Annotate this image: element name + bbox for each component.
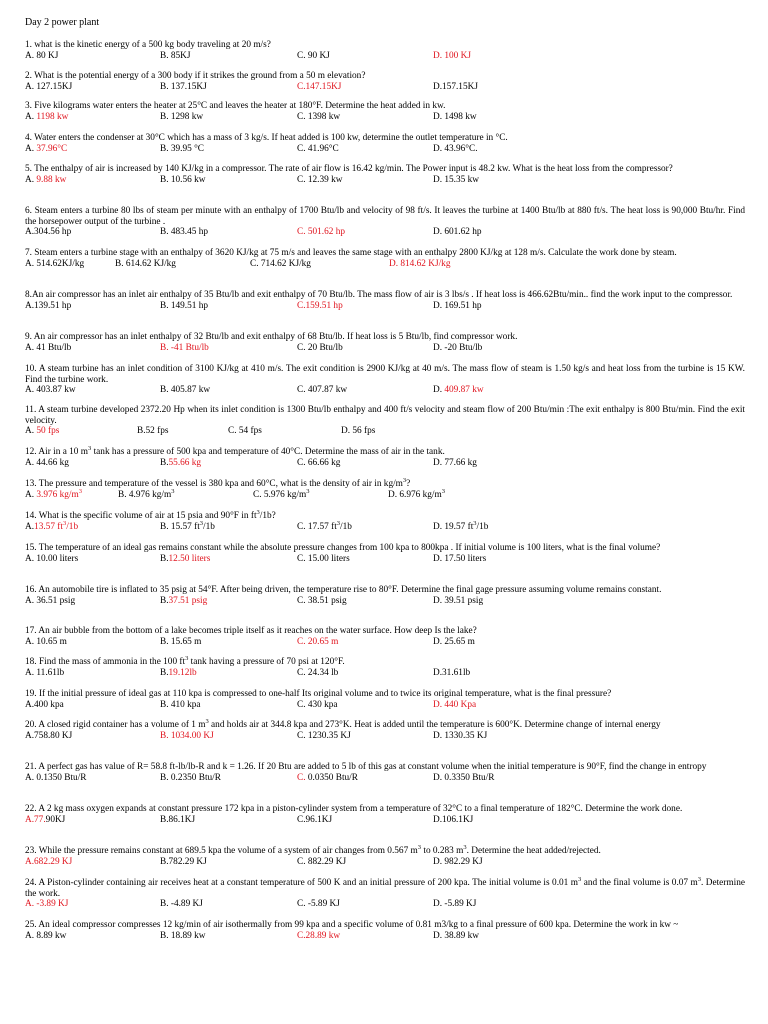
answer-options — [25, 51, 745, 62]
answer-option: B.52 fps — [137, 426, 169, 437]
question-item — [25, 654, 745, 678]
correct-answer-option: B.37.51 psig — [160, 595, 208, 606]
answer-options — [25, 426, 745, 437]
correct-answer-option: B.12.50 liters — [160, 553, 211, 564]
answer-option: D. 77.66 kg — [433, 457, 477, 468]
question-item — [25, 364, 745, 396]
question-stem: 19. If the initial pressure of ideal gas at 110 kpa is compressed to one-half Its original volume and to twice its original temperature, what is the final pressure? — [25, 689, 612, 699]
answer-option: D.31.61lb — [433, 667, 471, 678]
correct-answer-option: C. 20.65 m — [297, 636, 339, 647]
answer-options — [25, 519, 745, 533]
answer-options — [25, 385, 745, 396]
answer-option: D. 169.51 hp — [433, 300, 482, 311]
question-stem: 3. Five kilograms water enters the heater at 25°C and leaves the heater at 180°F. Determine the heat added in kw. — [25, 101, 446, 111]
answer-option: B. 4.976 $kg/m^3$ — [118, 487, 175, 500]
answer-options — [25, 259, 745, 270]
question-item — [25, 843, 745, 867]
correct-answer-highlight: 12.50 liters — [168, 553, 211, 564]
answer-option: B. 483.45 hp — [160, 227, 209, 238]
question-item — [25, 71, 745, 92]
correct-answer-highlight: 55.66 kg — [168, 457, 202, 468]
answer-option: A. 11.61lb — [25, 667, 65, 678]
answer-option: A. 36.51 psig — [25, 595, 76, 606]
question-item — [25, 444, 745, 468]
answer-option: C. 24.34 lb — [297, 667, 339, 678]
answer-option: D.157.15KJ — [433, 81, 478, 92]
correct-answer-highlight: A.77. — [25, 814, 46, 825]
answer-options — [25, 112, 745, 123]
question-stem: 10. A steam turbine has an inlet condition of 3100 KJ/kg at 410 m/s. The exit condition is 2900 KJ/kg at 40 m/s. The mass flow of steam is 1.50 kg/s and heat loss from the turbine is 15 KW. Find the turbine work. — [25, 364, 745, 385]
question-item — [25, 248, 745, 269]
answer-option: B. 15.65 m — [160, 636, 202, 647]
answer-option: C. 1398 kw — [297, 111, 341, 122]
answer-option: C. 15.00 liters — [297, 553, 350, 564]
answer-option: B.86.1KJ — [160, 814, 196, 825]
answer-option: B. 39.95 °C — [160, 143, 205, 154]
question-stem: 7. Steam enters a turbine stage with an enthalpy of 3620 KJ/kg at 75 m/s and leaves the same stage with an enthalpy 2800 KJ/kg at 128 m/s. Calculate the work done by steam. — [25, 248, 677, 258]
answer-option: B. 85KJ — [160, 50, 191, 61]
question-item — [25, 164, 745, 185]
answer-option: D. 17.50 liters — [433, 553, 487, 564]
question-stem: 16. An automobile tire is inflated to 35 psig at 54°F. After being driven, the temperature rise to 80°F. Determine the final gage pressure assuming volume remains constant. — [25, 585, 662, 595]
question-stem: 18. Find the mass of ammonia in the 100 $ft^3$ tank having a pressure of 70 psi at 120°F. — [25, 654, 345, 667]
question-stem: 5. The enthalpy of air is increased by 140 KJ/kg in a compressor. The rate of air flow is 16.42 kg/min. The Power input is 48.2 kw. What is the heat loss from the compressor? — [25, 164, 673, 174]
answer-option: C. 882.29 KJ — [297, 856, 347, 867]
answer-option: B. 18.89 kw — [160, 930, 206, 941]
answer-option: A. 8.89 kw — [25, 930, 67, 941]
answer-option: C. 407.87 kw — [297, 385, 348, 396]
correct-answer-option: A.13.57 $ft^3/1b$ — [25, 519, 79, 532]
question-stem: 8.An air compressor has an inlet air enthalpy of 35 Btu/lb and exit enthalpy of 70 Btu/lb. The mass flow of air is 3 lbs/s . If heat loss is 466.62Btu/min.. find the work input to the compressor. — [25, 290, 733, 300]
answer-option: B. 10.56 kw — [160, 174, 206, 185]
answer-option: B. 1298 kw — [160, 111, 204, 122]
answer-option: D. -5.89 KJ — [433, 899, 477, 910]
answer-option: A. 80 KJ — [25, 50, 59, 61]
correct-answer-highlight: 13.57 $ft^3/1b$ — [34, 519, 79, 532]
answer-option: A.758.80 KJ — [25, 730, 73, 741]
answer-options — [25, 773, 745, 784]
question-stem: 14. What is the specific volume of air at 15 psia and 90°F in $ft^3/1b$? — [25, 508, 276, 521]
correct-answer-option: A. 3.976 $kg/m^3$ — [25, 487, 82, 500]
question-item — [25, 206, 745, 238]
answer-option: D. 982.29 KJ — [433, 856, 483, 867]
answer-option: D. 25.65 m — [433, 636, 475, 647]
answer-options — [25, 458, 745, 469]
answer-options — [25, 815, 745, 826]
question-stem: 17. An air bubble from the bottom of a lake becomes triple itself as it reaches on the water surface. How deep Is the lake? — [25, 626, 477, 636]
correct-answer-option: D. 100 KJ — [433, 50, 471, 61]
answer-option: A. 127.15KJ — [25, 81, 73, 92]
answer-option: C. 41.96°C — [297, 143, 339, 154]
answer-option: C. 1230.35 KJ — [297, 730, 351, 741]
answer-option: B. -4.89 KJ — [160, 899, 203, 910]
answer-option: A. 0.1350 Btu/R — [25, 772, 87, 783]
answer-option: A. 403.87 kw — [25, 385, 76, 396]
question-stem: 22. A 2 kg mass oxygen expands at constant pressure 172 kpa in a piston-cylinder system from a temperature of 32°C to a final temperature of 182°C. Determine the work done. — [25, 804, 683, 814]
answer-options — [25, 731, 745, 742]
question-stem: 21. A perfect gas has value of R= 58.8 ft-lb/lb-R and k = 1.26. If 20 Btu are added to 5 lb of this gas at constant volume when the initial temperature is 90°F, find the change in entropy — [25, 762, 707, 772]
question-item — [25, 875, 745, 910]
answer-option: D. 601.62 hp — [433, 227, 482, 238]
correct-answer-highlight: 409.87 kw — [444, 385, 484, 396]
answer-option: C. 714.62 KJ/kg — [250, 258, 311, 269]
correct-answer-highlight: 1198 kw — [36, 111, 69, 122]
answer-option: B. 149.51 hp — [160, 300, 209, 311]
correct-answer-option: A.682.29 KJ — [25, 856, 73, 867]
answer-option: A. 10.65 m — [25, 636, 67, 647]
answer-option: D. 19.57 $ft^3/1b$ — [433, 519, 489, 532]
answer-option: C. 20 Btu/lb — [297, 342, 343, 353]
answer-option: A. 514.62KJ/kg — [25, 258, 85, 269]
answer-option: D. 1330.35 KJ — [433, 730, 488, 741]
correct-answer-option: C.28.89 kw — [297, 930, 341, 941]
correct-answer-option: C. 0.0350 Btu/R — [297, 772, 358, 783]
answer-options — [25, 487, 745, 501]
answer-option: D. 1498 kw — [433, 111, 477, 122]
answer-option: C. 430 kpa — [297, 699, 338, 710]
correct-answer-highlight: 50 fps — [36, 426, 60, 437]
question-item — [25, 920, 745, 941]
answer-options — [25, 668, 745, 679]
answer-option: B. 137.15KJ — [160, 81, 207, 92]
answer-option: D. 39.51 psig — [433, 595, 484, 606]
question-stem: 4. Water enters the condenser at 30°C which has a mass of 3 kg/s. If heat added is 100 kw, determine the outlet temperature in °C. — [25, 133, 508, 143]
answer-option: A.139.51 hp — [25, 300, 72, 311]
answer-option: D. 15.35 kw — [433, 174, 479, 185]
answer-options — [25, 700, 745, 711]
correct-answer-option: A. 37.96°C — [25, 143, 68, 154]
answer-option: B. 15.57 $ft^3/1b$ — [160, 519, 215, 532]
question-stem: 13. The pressure and temperature of the vessel is 380 kpa and 60°C, what is the density of air in $kg/m^3$? — [25, 476, 411, 489]
question-item — [25, 717, 745, 741]
answer-options — [25, 899, 745, 910]
question-stem: 12. Air in a 10 $m^3$ tank has a pressure of 500 kpa and temperature of 40°C. Determine the mass of air in the tank. — [25, 444, 445, 457]
answer-option: C. 17.57 $ft^3/1b$ — [297, 519, 352, 532]
answer-options — [25, 931, 745, 942]
question-item — [25, 133, 745, 154]
answer-options — [25, 637, 745, 648]
correct-answer-option: A. 9.88 kw — [25, 174, 67, 185]
answer-option: D. 38.89 kw — [433, 930, 479, 941]
correct-answer-highlight: 9.88 kw — [36, 174, 67, 185]
question-stem: 23. While the pressure remains constant at 689.5 kpa the volume of a system of air changes from 0.567 $m^3$ to 0.283 $m^3$. Determine the heat added/rejected. — [25, 843, 601, 856]
answer-option: A. 44.66 kg — [25, 457, 69, 468]
correct-answer-option: B.55.66 kg — [160, 457, 202, 468]
question-stem: 1. what is the kinetic energy of a 500 kg body traveling at 20 m/s? — [25, 40, 271, 50]
question-stem: 2. What is the potential energy of a 300 body if it strikes the ground from a 50 m elevation? — [25, 71, 366, 81]
answer-option: D. 6.976 $kg/m^3$ — [388, 487, 445, 500]
question-stem: 15. The temperature of an ideal gas remains constant while the absolute pressure changes from 100 kpa to 800kpa . If initial volume is 100 liters, what is the final volume? — [25, 543, 661, 553]
question-stem: 25. An ideal compressor compresses 12 kg/min of air isothermally from 99 kpa and a specific volume of 0.81 m3/kg to a final pressure of 600 kpa. Determine the work in kw ~ — [25, 920, 679, 930]
correct-answer-highlight: 19.12lb — [168, 667, 197, 678]
correct-answer-option: B. -41 Btu/lb — [160, 342, 209, 353]
correct-answer-highlight: 37.96°C — [36, 143, 68, 154]
question-item — [25, 290, 745, 311]
answer-option: D.106.1KJ — [433, 814, 474, 825]
document-title: Day 2 power plant — [25, 17, 100, 28]
question-item — [25, 804, 745, 825]
answer-option: B. 614.62 KJ/kg — [115, 258, 176, 269]
question-stem: 24. A Piston-cylinder containing air receives heat at a constant temperature of 500 K and an initial pressure of 200 kpa. The initial volume is 0.01 $m^3$ and the final volume is 0.07 $m^3$. Determine the work. — [25, 875, 745, 899]
answer-option: B. 0.2350 Btu/R — [160, 772, 221, 783]
correct-answer-highlight: 37.51 psig — [168, 595, 208, 606]
correct-answer-option: D. 814.62 KJ/kg — [389, 258, 451, 269]
answer-option: B. 405.87 kw — [160, 385, 211, 396]
question-item — [25, 762, 745, 783]
question-stem: 11. A steam turbine developed 2372.20 Hp when its inlet condition is 1300 Btu/lb enthalpy and 400 ft/s velocity and steam flow of 200 Btu/min :The exit enthalpy is 800 Btu/min. Find the exit velocity. — [25, 405, 745, 426]
answer-options — [25, 554, 745, 565]
answer-options — [25, 227, 745, 238]
question-item — [25, 332, 745, 353]
question-item — [25, 101, 745, 122]
correct-answer-option: A. 1198 kw — [25, 111, 69, 122]
answer-option: C. 54 fps — [228, 426, 262, 437]
correct-answer-option: A.77.90KJ — [25, 814, 66, 825]
answer-options — [25, 596, 745, 607]
correct-answer-option: A. 50 fps — [25, 426, 60, 437]
answer-option: C. 90 KJ — [297, 50, 330, 61]
correct-answer-highlight: 3.976 $kg/m^3$ — [36, 487, 82, 500]
answer-options — [25, 175, 745, 186]
answer-option: D. -20 Btu/lb — [433, 342, 483, 353]
answer-option: C.96.1KJ — [297, 814, 333, 825]
answer-option: C. 5.976 $kg/m^3$ — [253, 487, 310, 500]
answer-option: C. 66.66 kg — [297, 457, 341, 468]
question-item — [25, 405, 745, 437]
correct-answer-highlight: C. — [297, 772, 306, 783]
answer-option: D. 43.96°C. — [433, 143, 478, 154]
question-item — [25, 476, 745, 500]
answer-option: D. 56 fps — [341, 426, 376, 437]
answer-option: A.304.56 hp — [25, 227, 72, 238]
answer-option: B. 410 kpa — [160, 699, 201, 710]
question-item — [25, 40, 745, 61]
correct-answer-option: D. 409.87 kw — [433, 385, 484, 396]
correct-answer-option: B.19.12lb — [160, 667, 197, 678]
correct-answer-option: C.159.51 hp — [297, 300, 343, 311]
answer-option: B.782.29 KJ — [160, 856, 207, 867]
correct-answer-option: C. 501.62 hp — [297, 227, 346, 238]
answer-options — [25, 144, 745, 155]
question-item — [25, 543, 745, 564]
correct-answer-option: C.147.15KJ — [297, 81, 342, 92]
answer-options — [25, 301, 745, 312]
answer-option: A. 10.00 liters — [25, 553, 79, 564]
question-stem: 9. An air compressor has an inlet enthalpy of 32 Btu/lb and exit enthalpy of 68 Btu/lb. If heat loss is 5 Btu/lb, find compressor work. — [25, 332, 518, 342]
question-stem: 6. Steam enters a turbine 80 lbs of steam per minute with an enthalpy of 1700 Btu/lb and velocity of 98 ft/s. It leaves the turbine at 1400 Btu/lb at 880 ft/s. The heat loss is 90,000 Btu/hr. Find the horsepower output of the turbine . — [25, 206, 745, 227]
answer-option: C. 38.51 psig — [297, 595, 347, 606]
correct-answer-option: D. 440 Kpa — [433, 699, 477, 710]
answer-option: C. -5.89 KJ — [297, 899, 340, 910]
question-item — [25, 689, 745, 710]
answer-option: A. 41 Btu/lb — [25, 342, 72, 353]
answer-options — [25, 82, 745, 93]
question-item — [25, 585, 745, 606]
answer-option: A.400 kpa — [25, 699, 64, 710]
question-item — [25, 508, 745, 532]
answer-options — [25, 857, 745, 868]
question-item — [25, 626, 745, 647]
question-stem: 20. A closed rigid container has a volume of 1 $m^3$ and holds air at 344.8 kpa and 273°K. Heat is added until the temperature is 600°K. Determine change of internal energy — [25, 717, 661, 730]
answer-options — [25, 343, 745, 354]
answer-option: C. 12.39 kw — [297, 174, 343, 185]
correct-answer-option: A. -3.89 KJ — [25, 899, 69, 910]
answer-option: D. 0.3350 Btu/R — [433, 772, 495, 783]
correct-answer-option: B. 1034.00 KJ — [160, 730, 214, 741]
